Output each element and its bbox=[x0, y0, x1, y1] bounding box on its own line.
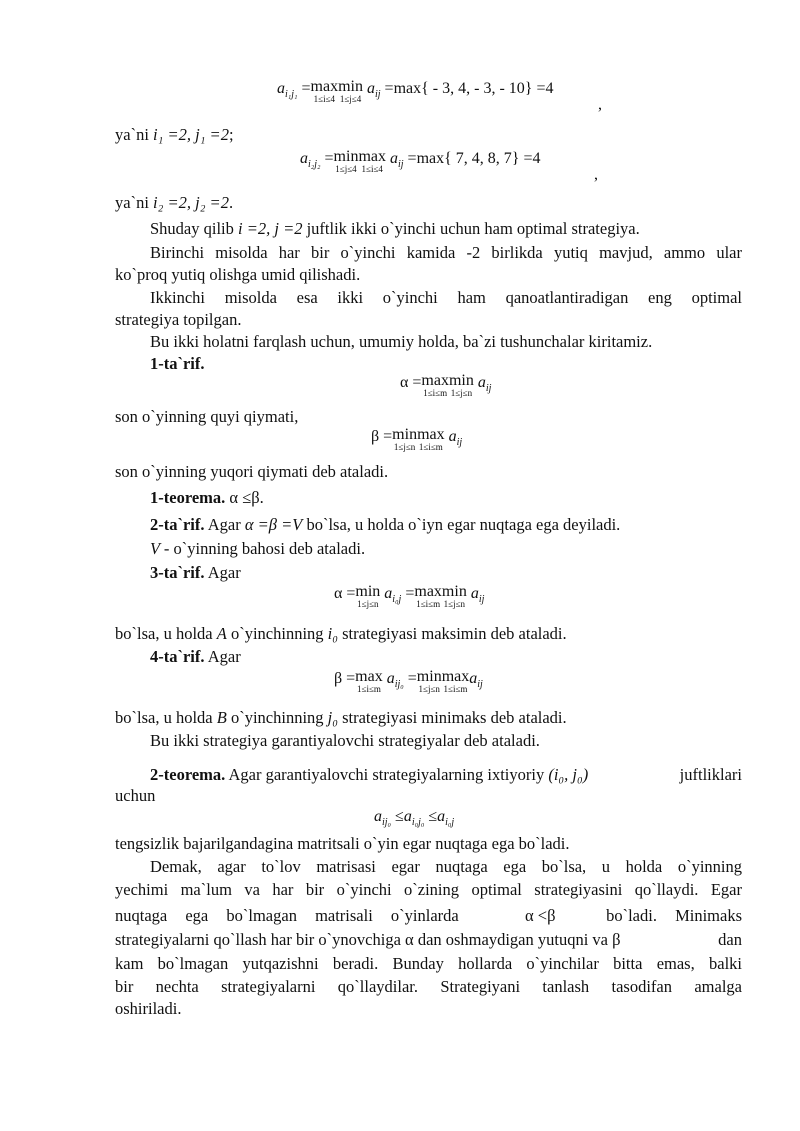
definition-1-title: 1-ta`rif. bbox=[150, 354, 205, 373]
formula-2-comma: , bbox=[594, 166, 598, 183]
def3-text-2: o`yinchinning bbox=[230, 624, 324, 643]
last-l4-beta: β bbox=[612, 930, 621, 949]
yani-2-prefix: ya`ni bbox=[115, 193, 149, 212]
theorem-1 bbox=[150, 488, 800, 508]
definition-4-agar: Agar bbox=[207, 647, 241, 666]
formula-2-tail: =max{ 7, 4, 8, 7} =4 bbox=[407, 150, 541, 167]
last-paragraph-l2: yechimi ma`lum va har bir o`yinchi o`zining optimal strategiyasini qo`llaydi. Egar bbox=[115, 880, 742, 899]
definition-2-title: 2-ta`rif. bbox=[150, 515, 205, 534]
paragraph-ikkinchi-l1: Ikkinchi misolda esa ikki o`yinchi ham qanoatlantiradigan eng optimal bbox=[150, 288, 742, 307]
def4-j0: j₀ bbox=[327, 708, 338, 727]
def3-text-1: bo`lsa, u holda bbox=[115, 624, 213, 643]
last-l4-text-c: dan bbox=[718, 930, 742, 949]
definition-2-v-text: o`yinning bahosi deb ataladi. bbox=[173, 539, 366, 558]
formula-a-i2j2: $a_{i_2j_2}$ = min 1≤j≤4 max 1≤i≤4 $a_{ij} =\max${ 7, 4, 8, 7} =4 bbox=[300, 148, 541, 174]
paragraph-ikkinchi-l2: strategiya topilgan. bbox=[115, 310, 242, 329]
yani-line-2 bbox=[115, 193, 800, 213]
beta-definition-text: son o`yinning yuqori qiymati deb ataladi. bbox=[115, 462, 389, 481]
last-l4-text-b: dan oshmaydigan yutuqni va bbox=[417, 930, 608, 949]
last-l4-text-a: strategiyalarni qo`llash har bir o`ynovchiga bbox=[115, 930, 401, 949]
theorem-1-end: . bbox=[259, 488, 264, 507]
def4-player-b: B bbox=[216, 708, 227, 727]
yani-line-1 bbox=[115, 125, 800, 145]
theorem-2-title: 2-teorema. bbox=[150, 765, 226, 784]
definition-2-formula: α =β =V bbox=[244, 515, 303, 534]
formula-alpha: α = max 1≤i≤m min 1≤j≤n $a_{ij}$ bbox=[400, 372, 492, 398]
last-l3-alpha-beta: α <β bbox=[525, 906, 556, 925]
last-paragraph-l4 bbox=[115, 930, 742, 950]
formula-1-tail: =max{ - 3, 4, - 3, - 10} =4 bbox=[384, 80, 554, 97]
formula-beta: β = min 1≤j≤n max 1≤i≤m $a_{ij}$ bbox=[371, 426, 463, 452]
alpha-definition-text: son o`yinning quyi qiymati, bbox=[115, 407, 299, 426]
theorem-2-pair: (i₀, j₀) bbox=[548, 765, 589, 784]
last-paragraph-l5: kam bo`lmagan yutqazishni beradi. Bunday hollarda o`yinchilar bitta emas, balki bbox=[115, 954, 742, 973]
definition-4 bbox=[150, 647, 800, 667]
formula-i-j: i =2, j =2 bbox=[238, 219, 303, 238]
def3-text-3: strategiyasi maksimin deb ataladi. bbox=[342, 624, 567, 643]
theorem-1-formula: α ≤β bbox=[229, 488, 260, 507]
paragraph-shuday bbox=[115, 219, 742, 239]
definition-3-title: 3-ta`rif. bbox=[150, 563, 205, 582]
yani-1-end: ; bbox=[228, 125, 234, 144]
theorem-2-uchun: uchun bbox=[115, 786, 156, 805]
formula-a-i1j1: $a_{i_1j_1}$ = max 1≤i≤4 min 1≤j≤4 $a_{ij} =\max\{ - 3$, 4, - 3, - 10} =4 bbox=[277, 78, 554, 104]
definition-2-agar: Agar bbox=[207, 515, 241, 534]
theorem-2-conclusion: tengsizlik bajarilgandagina matritsali o`yin egar nuqtaga ega bo`ladi. bbox=[115, 834, 570, 853]
formula-maximin: α = min 1≤j≤n $a_{i_0j}$ = max 1≤i≤m min 1≤j≤n $a_{ij}$ bbox=[334, 583, 485, 609]
definition-3-agar: Agar bbox=[207, 563, 241, 582]
yani-2-values: i₂ =2, j₂ =2 bbox=[153, 193, 229, 212]
theorem-1-title: 1-teorema. bbox=[150, 488, 226, 507]
last-paragraph-l6: bir nechta strategiyalarni qo`llaydilar. Strategiyani tanlash tasodifan amalga bbox=[115, 977, 742, 996]
last-paragraph-l1: Demak, agar to`lov matrisasi egar nuqtaga ega bo`lsa, u holda o`yinning bbox=[150, 857, 742, 876]
paragraph-birinchi-l1: Birinchi misolda har bir o`yinchi kamida -2 birlikda yutiq mavjud, ammo ular bbox=[150, 243, 742, 262]
yani-1-values: i₁ =2, j₁ =2 bbox=[153, 125, 229, 144]
definition-3 bbox=[150, 563, 800, 583]
def4-text-3: strategiyasi minimaks deb ataladi. bbox=[342, 708, 567, 727]
text-shuday: Shuday qilib bbox=[150, 219, 234, 238]
last-l3-text-b: bo`ladi. Minimaks bbox=[606, 906, 742, 925]
paragraph-birinchi-l2: ko`proq yutiq olishga umid qilishadi. bbox=[115, 265, 361, 284]
yani-1-prefix: ya`ni bbox=[115, 125, 149, 144]
def4-text-1: bo`lsa, u holda bbox=[115, 708, 213, 727]
theorem-2-text: Agar garantiyalovchi strategiyalarning ixtiyoriy bbox=[228, 765, 545, 784]
definition-3-conclusion bbox=[115, 624, 800, 644]
formula-saddle-inequality: $a_{ij_0} \le a_{i_0j_0} \le a_{i_0j}$ bbox=[374, 808, 455, 828]
def3-player-a: A bbox=[216, 624, 227, 643]
theorem-2-juftliklari: juftliklari bbox=[679, 765, 742, 784]
definition-2 bbox=[150, 515, 800, 535]
formula-minimax: β = max 1≤i≤m $a_{ij_0}$ = min 1≤j≤n max 1≤i≤m $a_{ij}$ bbox=[334, 668, 483, 694]
text-juftlik: juftlik ikki o`yinchi uchun ham optimal strategiya. bbox=[306, 219, 640, 238]
definition-2-text: bo`lsa, u holda o`iyn egar nuqtaga ega deyiladi. bbox=[306, 515, 621, 534]
formula-1-comma: , bbox=[598, 96, 602, 113]
guarantee-strategies: Bu ikki strategiya garantiyalovchi strategiyalar deb ataladi. bbox=[150, 731, 540, 750]
definition-2-v bbox=[150, 539, 800, 559]
last-paragraph-l7: oshiriladi. bbox=[115, 999, 182, 1018]
last-l4-alpha: α bbox=[405, 930, 414, 949]
paragraph-farqlash: Bu ikki holatni farqlash uchun, umumiy holda, ba`zi tushunchalar kiritamiz. bbox=[150, 332, 653, 351]
def3-i0: i₀ bbox=[327, 624, 338, 643]
theorem-2 bbox=[150, 765, 742, 785]
definition-4-conclusion bbox=[115, 708, 800, 728]
definition-4-title: 4-ta`rif. bbox=[150, 647, 205, 666]
definition-2-v-symbol: V - bbox=[150, 539, 170, 558]
yani-2-end: . bbox=[228, 193, 234, 212]
last-paragraph-l3 bbox=[115, 906, 742, 926]
last-l3-text-a: nuqtaga ega bo`lmagan matrisali o`yinlarda bbox=[115, 906, 459, 925]
def4-text-2: o`yinchinning bbox=[230, 708, 324, 727]
